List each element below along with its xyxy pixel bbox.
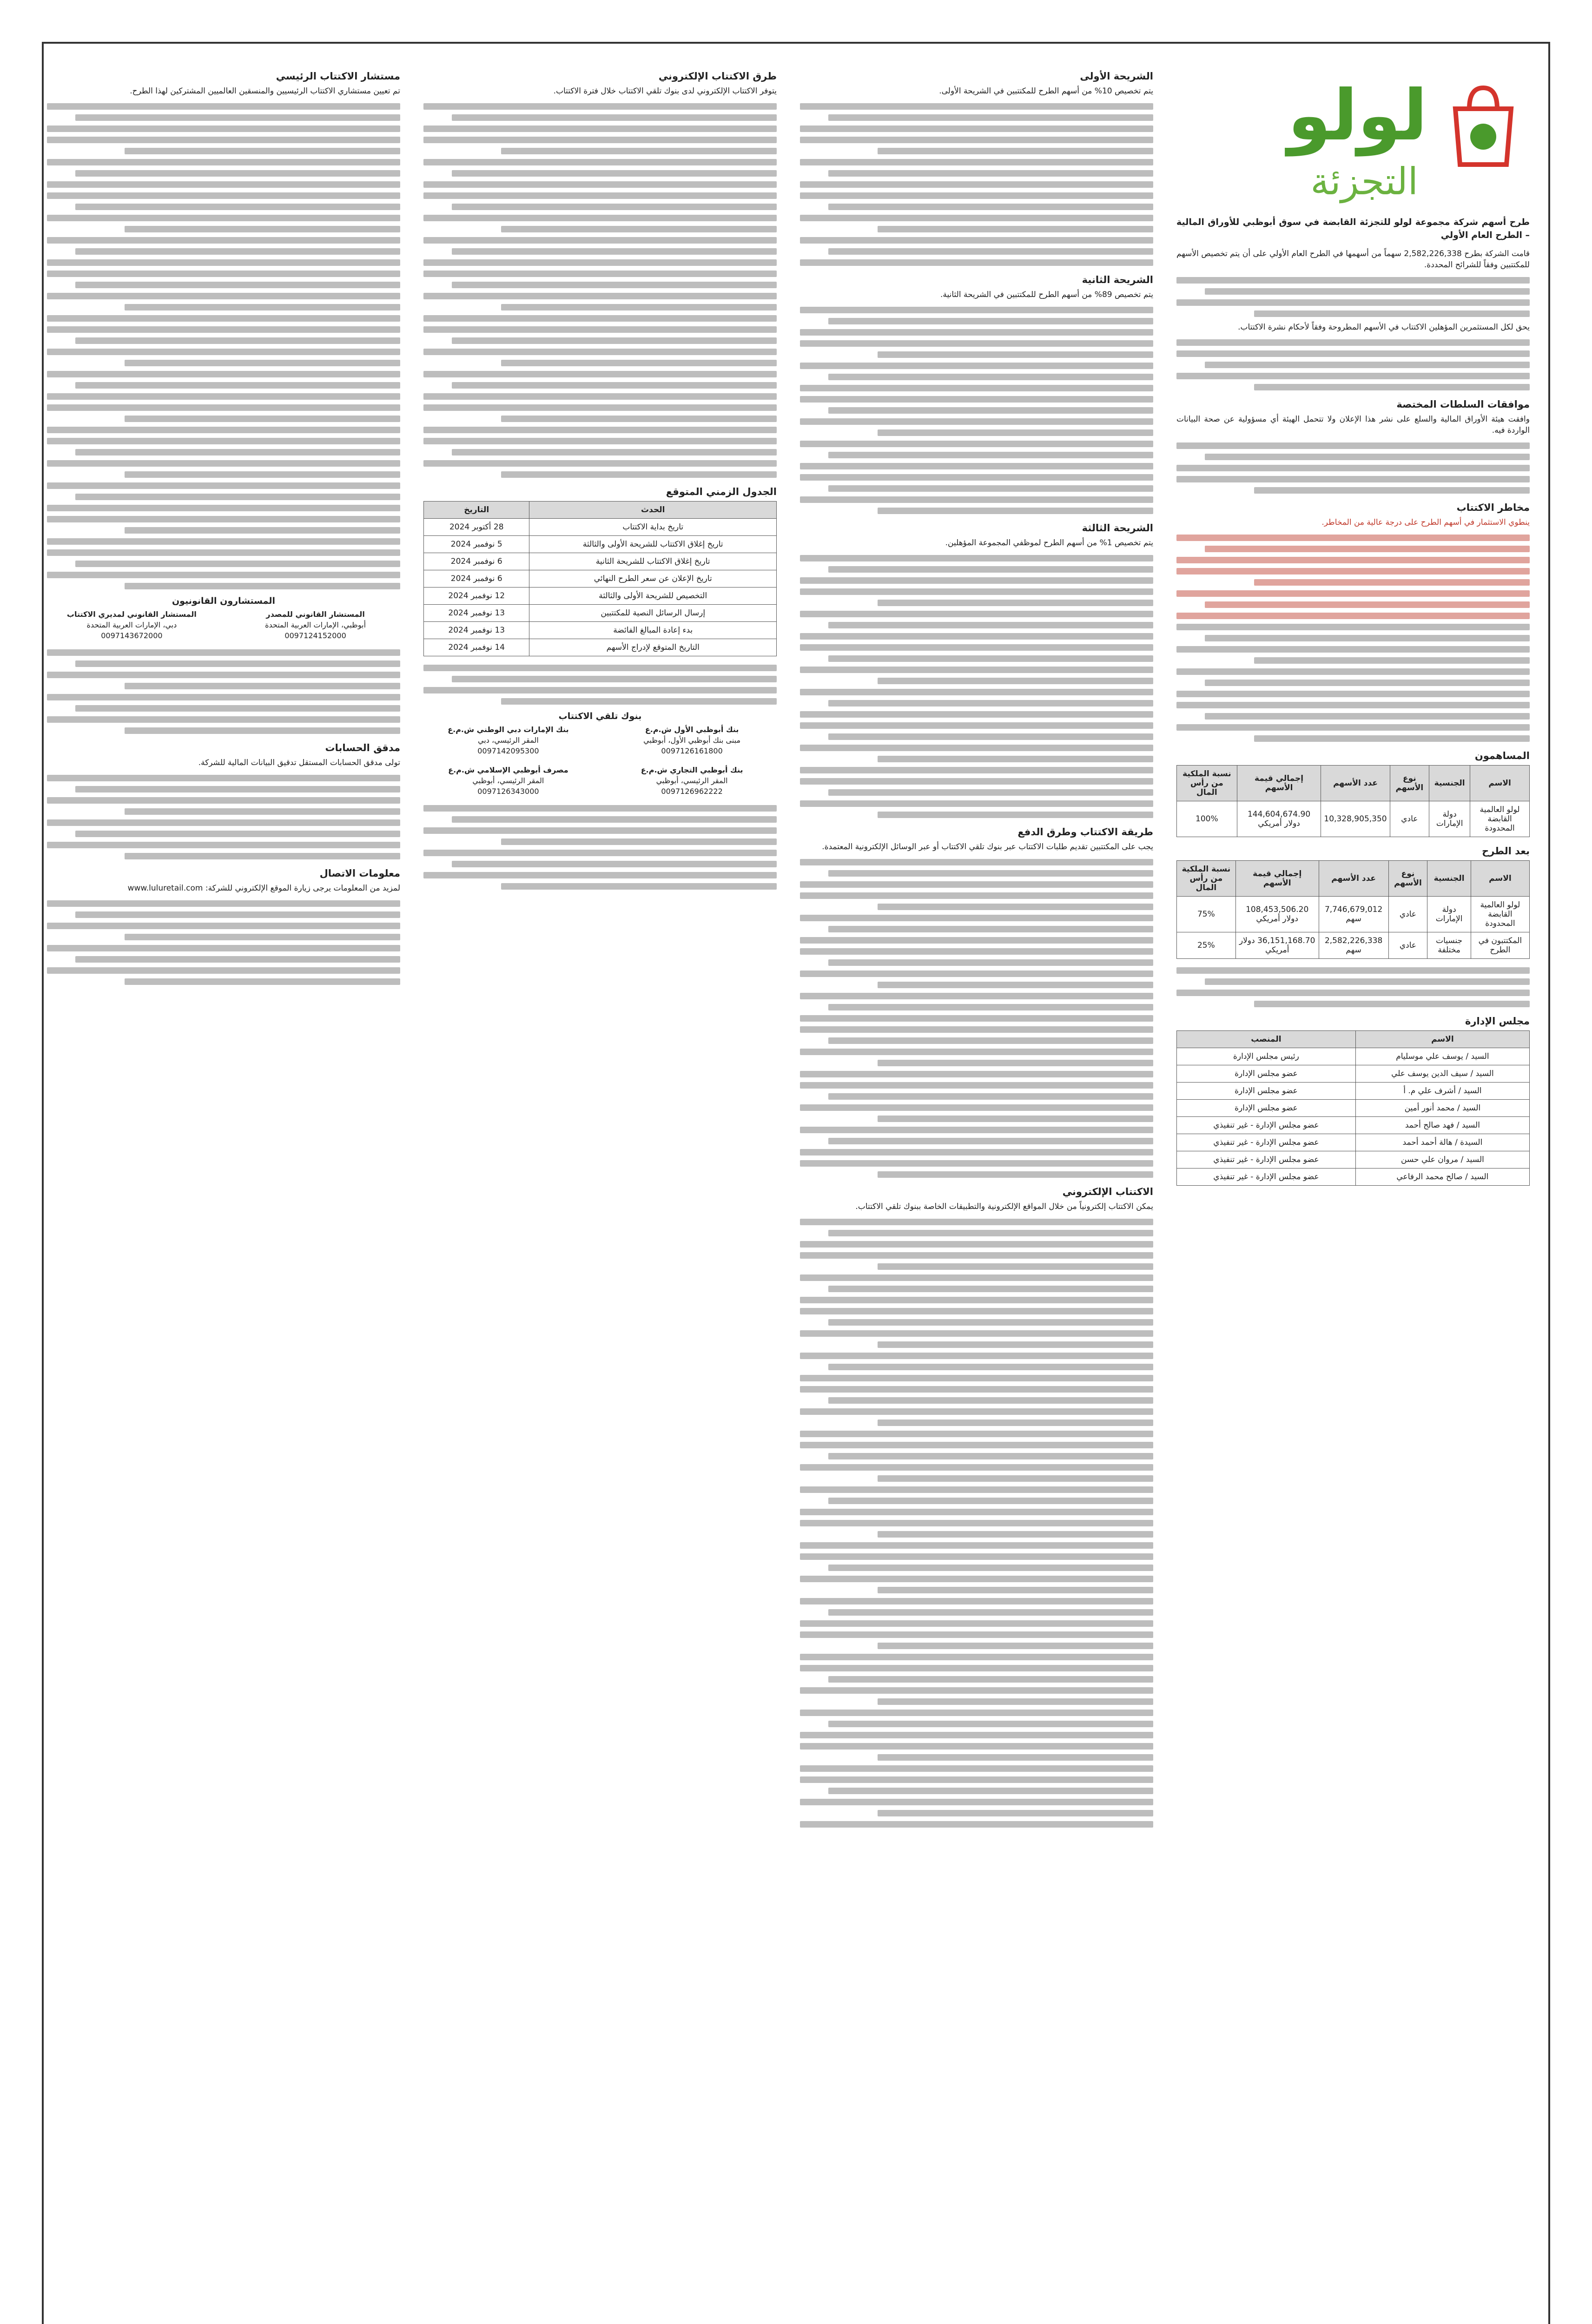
table-cell: 144,604,674.90 دولار أمريكي xyxy=(1237,801,1321,837)
list-item xyxy=(607,724,777,756)
contact-name: المستشار القانوني للمصدر xyxy=(266,610,365,619)
table-cell: عضو مجلس الإدارة xyxy=(1177,1083,1356,1100)
table-row xyxy=(1177,1065,1530,1083)
column-3 xyxy=(423,62,777,2324)
table-row xyxy=(1177,1048,1530,1065)
paragraph-risk: ينطوي الاستثمار في أسهم الطرح على درجة عالية من المخاطر. xyxy=(1321,518,1530,527)
section-heading: مخاطر الاكتتاب xyxy=(1456,502,1530,513)
brand-subtitle: التجزئة xyxy=(1310,160,1418,203)
table-row xyxy=(1177,1083,1530,1100)
table-cell: 6 نوفمبر 2024 xyxy=(424,553,529,570)
paragraph: يجب على المكتتبين تقديم طلبات الاكتتاب عبر بنوك تلقي الاكتتاب أو عبر الوسائل الإلكترونية المعتمدة. xyxy=(822,842,1153,852)
table-header: التاريخ xyxy=(424,502,529,519)
table-header: الاسم xyxy=(1355,1031,1529,1048)
table-header: نسبة الملكية من رأس المال xyxy=(1177,861,1236,897)
paragraph: يتوفر الاكتتاب الإلكتروني لدى بنوك تلقي الاكتتاب خلال فترة الاكتتاب. xyxy=(553,86,777,96)
table-cell: عضو مجلس الإدارة xyxy=(1177,1065,1356,1083)
paragraph: يتم تخصيص 89% من أسهم الطرح للمكتتبين في الشريحة الثانية. xyxy=(940,290,1153,299)
table-cell: السيد / صالح محمد الرفاعي xyxy=(1355,1169,1529,1186)
table-cell: رئيس مجلس الإدارة xyxy=(1177,1048,1356,1065)
table-cell: تاريخ إغلاق الاكتتاب للشريحة الثانية xyxy=(529,553,777,570)
section-heading: الشريحة الثالثة xyxy=(1082,522,1153,534)
table-cell: التاريخ المتوقع لإدراج الأسهم xyxy=(529,639,777,656)
table-cell: 36,151,168.70 دولار أمريكي xyxy=(1235,932,1319,959)
contact-name: بنك الإمارات دبي الوطني ش.م.ع xyxy=(448,725,569,734)
table-cell: عضو مجلس الإدارة - غير تنفيذي xyxy=(1177,1169,1356,1186)
lulu-logo xyxy=(1176,62,1530,216)
paragraph: يمكن الاكتتاب إلكترونياً من خلال المواقع الإلكترونية والتطبيقات الخاصة ببنوك تلقي الاكتتاب. xyxy=(855,1202,1153,1211)
table-header: نوع الأسهم xyxy=(1388,861,1427,897)
table-row xyxy=(424,605,777,622)
paragraph: وافقت هيئة الأوراق المالية والسلع على نشر هذا الإعلان ولا تتحمل الهيئة أي مسؤولية عن صحة البيانات الواردة فيه. xyxy=(1176,415,1530,435)
contact-address: المقر الرئيسي، دبي xyxy=(478,736,539,745)
table-cell: 7,746,679,012 سهم xyxy=(1319,897,1388,932)
section-heading: معلومات الاتصال xyxy=(319,868,400,879)
table-cell: السيدة / هالة أحمد أحمد xyxy=(1355,1134,1529,1151)
table-cell: 10,328,905,350 xyxy=(1321,801,1390,837)
table-cell: السيد / أشرف علي م. أ xyxy=(1355,1083,1529,1100)
table-cell: 108,453,506.20 دولار أمريكي xyxy=(1235,897,1319,932)
table-row xyxy=(424,588,777,605)
schedule-table xyxy=(423,501,777,656)
table-cell: جنسيات مختلفة xyxy=(1427,932,1471,959)
table-row xyxy=(1177,897,1530,932)
table-row xyxy=(424,519,777,536)
table-cell: التخصيص للشريحة الأولى والثالثة xyxy=(529,588,777,605)
paragraph: تم تعيين مستشاري الاكتتاب الرئيسيين والمنسقين العالميين المشتركين لهذا الطرح. xyxy=(130,86,400,96)
list-item xyxy=(423,724,593,756)
table-cell: عضو مجلس الإدارة - غير تنفيذي xyxy=(1177,1151,1356,1169)
table-cell: لولو العالمية القابضة المحدودة xyxy=(1471,897,1529,932)
table-row xyxy=(1177,1151,1530,1169)
newspaper-page xyxy=(42,42,1550,2324)
table-cell: إرسال الرسائل النصية للمكتتبين xyxy=(529,605,777,622)
table-cell: 12 نوفمبر 2024 xyxy=(424,588,529,605)
table-cell: 25% xyxy=(1177,932,1236,959)
table-cell: 6 نوفمبر 2024 xyxy=(424,570,529,588)
paragraph: يتم تخصيص 1% من أسهم الطرح لموظفي المجموعة المؤهلين. xyxy=(945,538,1153,548)
table-header: عدد الأسهم xyxy=(1319,861,1388,897)
shareholders-after-table xyxy=(1176,860,1530,959)
table-cell: بدء إعادة المبالغ الفائضة xyxy=(529,622,777,639)
table-cell: 28 أكتوبر 2024 xyxy=(424,519,529,536)
table-header: الجنسية xyxy=(1429,766,1470,801)
table-header: عدد الأسهم xyxy=(1321,766,1390,801)
column-4 xyxy=(47,62,400,2324)
paragraph: يتم تخصيص 10% من أسهم الطرح للمكتتبين في الشريحة الأولى. xyxy=(939,86,1153,96)
table-cell: السيد / يوسف علي موسليام xyxy=(1355,1048,1529,1065)
contact-name: المستشار القانوني لمديري الاكتتاب xyxy=(66,610,197,619)
table-header: الاسم xyxy=(1470,766,1530,801)
table-row xyxy=(1177,1134,1530,1151)
section-heading: مدقق الحسابات xyxy=(325,742,400,753)
column-1 xyxy=(1176,62,1530,2324)
section-heading: المساهمون xyxy=(1474,750,1530,761)
table-header: إجمالي قيمة الأسهم xyxy=(1237,766,1321,801)
section-heading: الجدول الزمني المتوقع xyxy=(666,486,777,497)
table-cell: عادي xyxy=(1388,897,1427,932)
table-header: نوع الأسهم xyxy=(1390,766,1429,801)
brand-name: لولو xyxy=(1288,75,1427,156)
section-heading: طريقة الاكتتاب وطرق الدفع xyxy=(1017,826,1153,838)
table-header: الاسم xyxy=(1471,861,1529,897)
list-item xyxy=(231,609,400,641)
column-2 xyxy=(800,62,1153,2324)
table-header: إجمالي قيمة الأسهم xyxy=(1235,861,1319,897)
banks-list xyxy=(423,724,777,805)
list-item xyxy=(423,765,593,797)
contact-name: مصرف أبوظبي الإسلامي ش.م.ع xyxy=(448,766,568,774)
table-cell: 13 نوفمبر 2024 xyxy=(424,605,529,622)
paragraph: يحق لكل المستثمرين المؤهلين الاكتتاب في الأسهم المطروحة وفقاً لأحكام نشرة الاكتتاب. xyxy=(1238,323,1530,332)
table-cell: 13 نوفمبر 2024 xyxy=(424,622,529,639)
section-heading: الاكتتاب الإلكتروني xyxy=(1062,1186,1153,1197)
table-cell: عضو مجلس الإدارة - غير تنفيذي xyxy=(1177,1117,1356,1134)
shareholders-before-table xyxy=(1176,765,1530,837)
table-cell: تاريخ بداية الاكتتاب xyxy=(529,519,777,536)
section-heading: مجلس الإدارة xyxy=(1465,1016,1530,1027)
table-cell: 14 نوفمبر 2024 xyxy=(424,639,529,656)
lead-paragraph: طرح أسهم شركة مجموعة لولو للتجزئة القابضة في سوق أبوظبي للأوراق المالية – الطرح العام الأولي xyxy=(1176,217,1530,240)
list-item xyxy=(607,765,777,797)
paragraph: لمزيد من المعلومات يرجى زيارة الموقع الإلكتروني للشركة: www.luluretail.com xyxy=(127,884,400,893)
table-cell: 2,582,226,338 سهم xyxy=(1319,932,1388,959)
section-heading: موافقات السلطات المختصة xyxy=(1396,399,1530,410)
contact-address: المقر الرئيسي، أبوظبي xyxy=(656,776,728,785)
table-row xyxy=(1177,801,1530,837)
legal-advisors-list xyxy=(47,609,400,649)
table-row xyxy=(1177,1169,1530,1186)
table-cell: تاريخ إغلاق الاكتتاب للشريحة الأولى والثالثة xyxy=(529,536,777,553)
table-row xyxy=(424,553,777,570)
table-cell: 100% xyxy=(1177,801,1237,837)
paragraph: تولى مدقق الحسابات المستقل تدقيق البيانات المالية للشركة. xyxy=(198,758,400,767)
section-heading: الشريحة الثانية xyxy=(1082,274,1153,285)
table-row xyxy=(1177,932,1530,959)
table-header: نسبة الملكية من رأس المال xyxy=(1177,766,1237,801)
table-cell: عضو مجلس الإدارة xyxy=(1177,1100,1356,1117)
lulu-shopping-bag-icon xyxy=(1437,76,1530,169)
section-heading: المستشارون القانونيون xyxy=(172,596,276,606)
contact-phone: 0097126343000 xyxy=(477,787,539,796)
table-header: الحدث xyxy=(529,502,777,519)
contact-phone: 0097143672000 xyxy=(101,631,163,640)
table-cell: عادي xyxy=(1388,932,1427,959)
table-cell: السيد / سيف الدين يوسف علي xyxy=(1355,1065,1529,1083)
contact-phone: 0097126962222 xyxy=(661,787,723,796)
table-cell: 75% xyxy=(1177,897,1236,932)
table-row xyxy=(424,622,777,639)
contact-address: دبي، الإمارات العربية المتحدة xyxy=(86,621,177,629)
table-cell: عادي xyxy=(1390,801,1429,837)
table-cell: السيد / مروان علي حسن xyxy=(1355,1151,1529,1169)
table-cell: المكتتبون في الطرح xyxy=(1471,932,1529,959)
table-cell: السيد / فهد صالح أحمد xyxy=(1355,1117,1529,1134)
contact-address: المقر الرئيسي، أبوظبي xyxy=(472,776,544,785)
paragraph: قامت الشركة بطرح 2,582,226,338 سهماً من أسهمها في الطرح العام الأولي على أن يتم تخصيص الأسهم للمكتتبين وفقاً للشرائح المحددة. xyxy=(1176,249,1530,270)
contact-name: بنك أبوظبي التجاري ش.م.ع xyxy=(641,766,743,774)
table-cell: عضو مجلس الإدارة - غير تنفيذي xyxy=(1177,1134,1356,1151)
section-heading: طرق الاكتتاب الإلكتروني xyxy=(658,71,777,82)
table-cell: 5 نوفمبر 2024 xyxy=(424,536,529,553)
table-cell: تاريخ الإعلان عن سعر الطرح النهائي xyxy=(529,570,777,588)
table-row xyxy=(1177,1117,1530,1134)
section-heading: مستشار الاكتتاب الرئيسي xyxy=(276,71,400,82)
table-row xyxy=(424,639,777,656)
board-table xyxy=(1176,1030,1530,1186)
list-item xyxy=(47,609,217,641)
section-heading: الشريحة الأولى xyxy=(1080,71,1153,82)
table-header: الجنسية xyxy=(1427,861,1471,897)
table-row xyxy=(424,570,777,588)
table-header: المنصب xyxy=(1177,1031,1356,1048)
contact-address: أبوظبي، الإمارات العربية المتحدة xyxy=(265,621,366,629)
table-cell: لولو العالمية القابضة المحدودة xyxy=(1470,801,1530,837)
table-cell: السيد / محمد أنور أمين xyxy=(1355,1100,1529,1117)
contact-phone: 0097142095300 xyxy=(477,746,539,755)
contact-phone: 0097126161800 xyxy=(661,746,723,755)
table-cell: دولة الإمارات xyxy=(1429,801,1470,837)
contact-phone: 0097124152000 xyxy=(284,631,346,640)
contact-address: مبنى بنك أبوظبي الأول، أبوظبي xyxy=(643,736,741,745)
table-row xyxy=(1177,1100,1530,1117)
contact-name: بنك أبوظبي الأول ش.م.ع xyxy=(645,725,739,734)
section-heading: بعد الطرح xyxy=(1482,845,1530,857)
table-row xyxy=(424,536,777,553)
section-heading: بنوك تلقي الاكتتاب xyxy=(558,711,642,721)
table-cell: دولة الإمارات xyxy=(1427,897,1471,932)
